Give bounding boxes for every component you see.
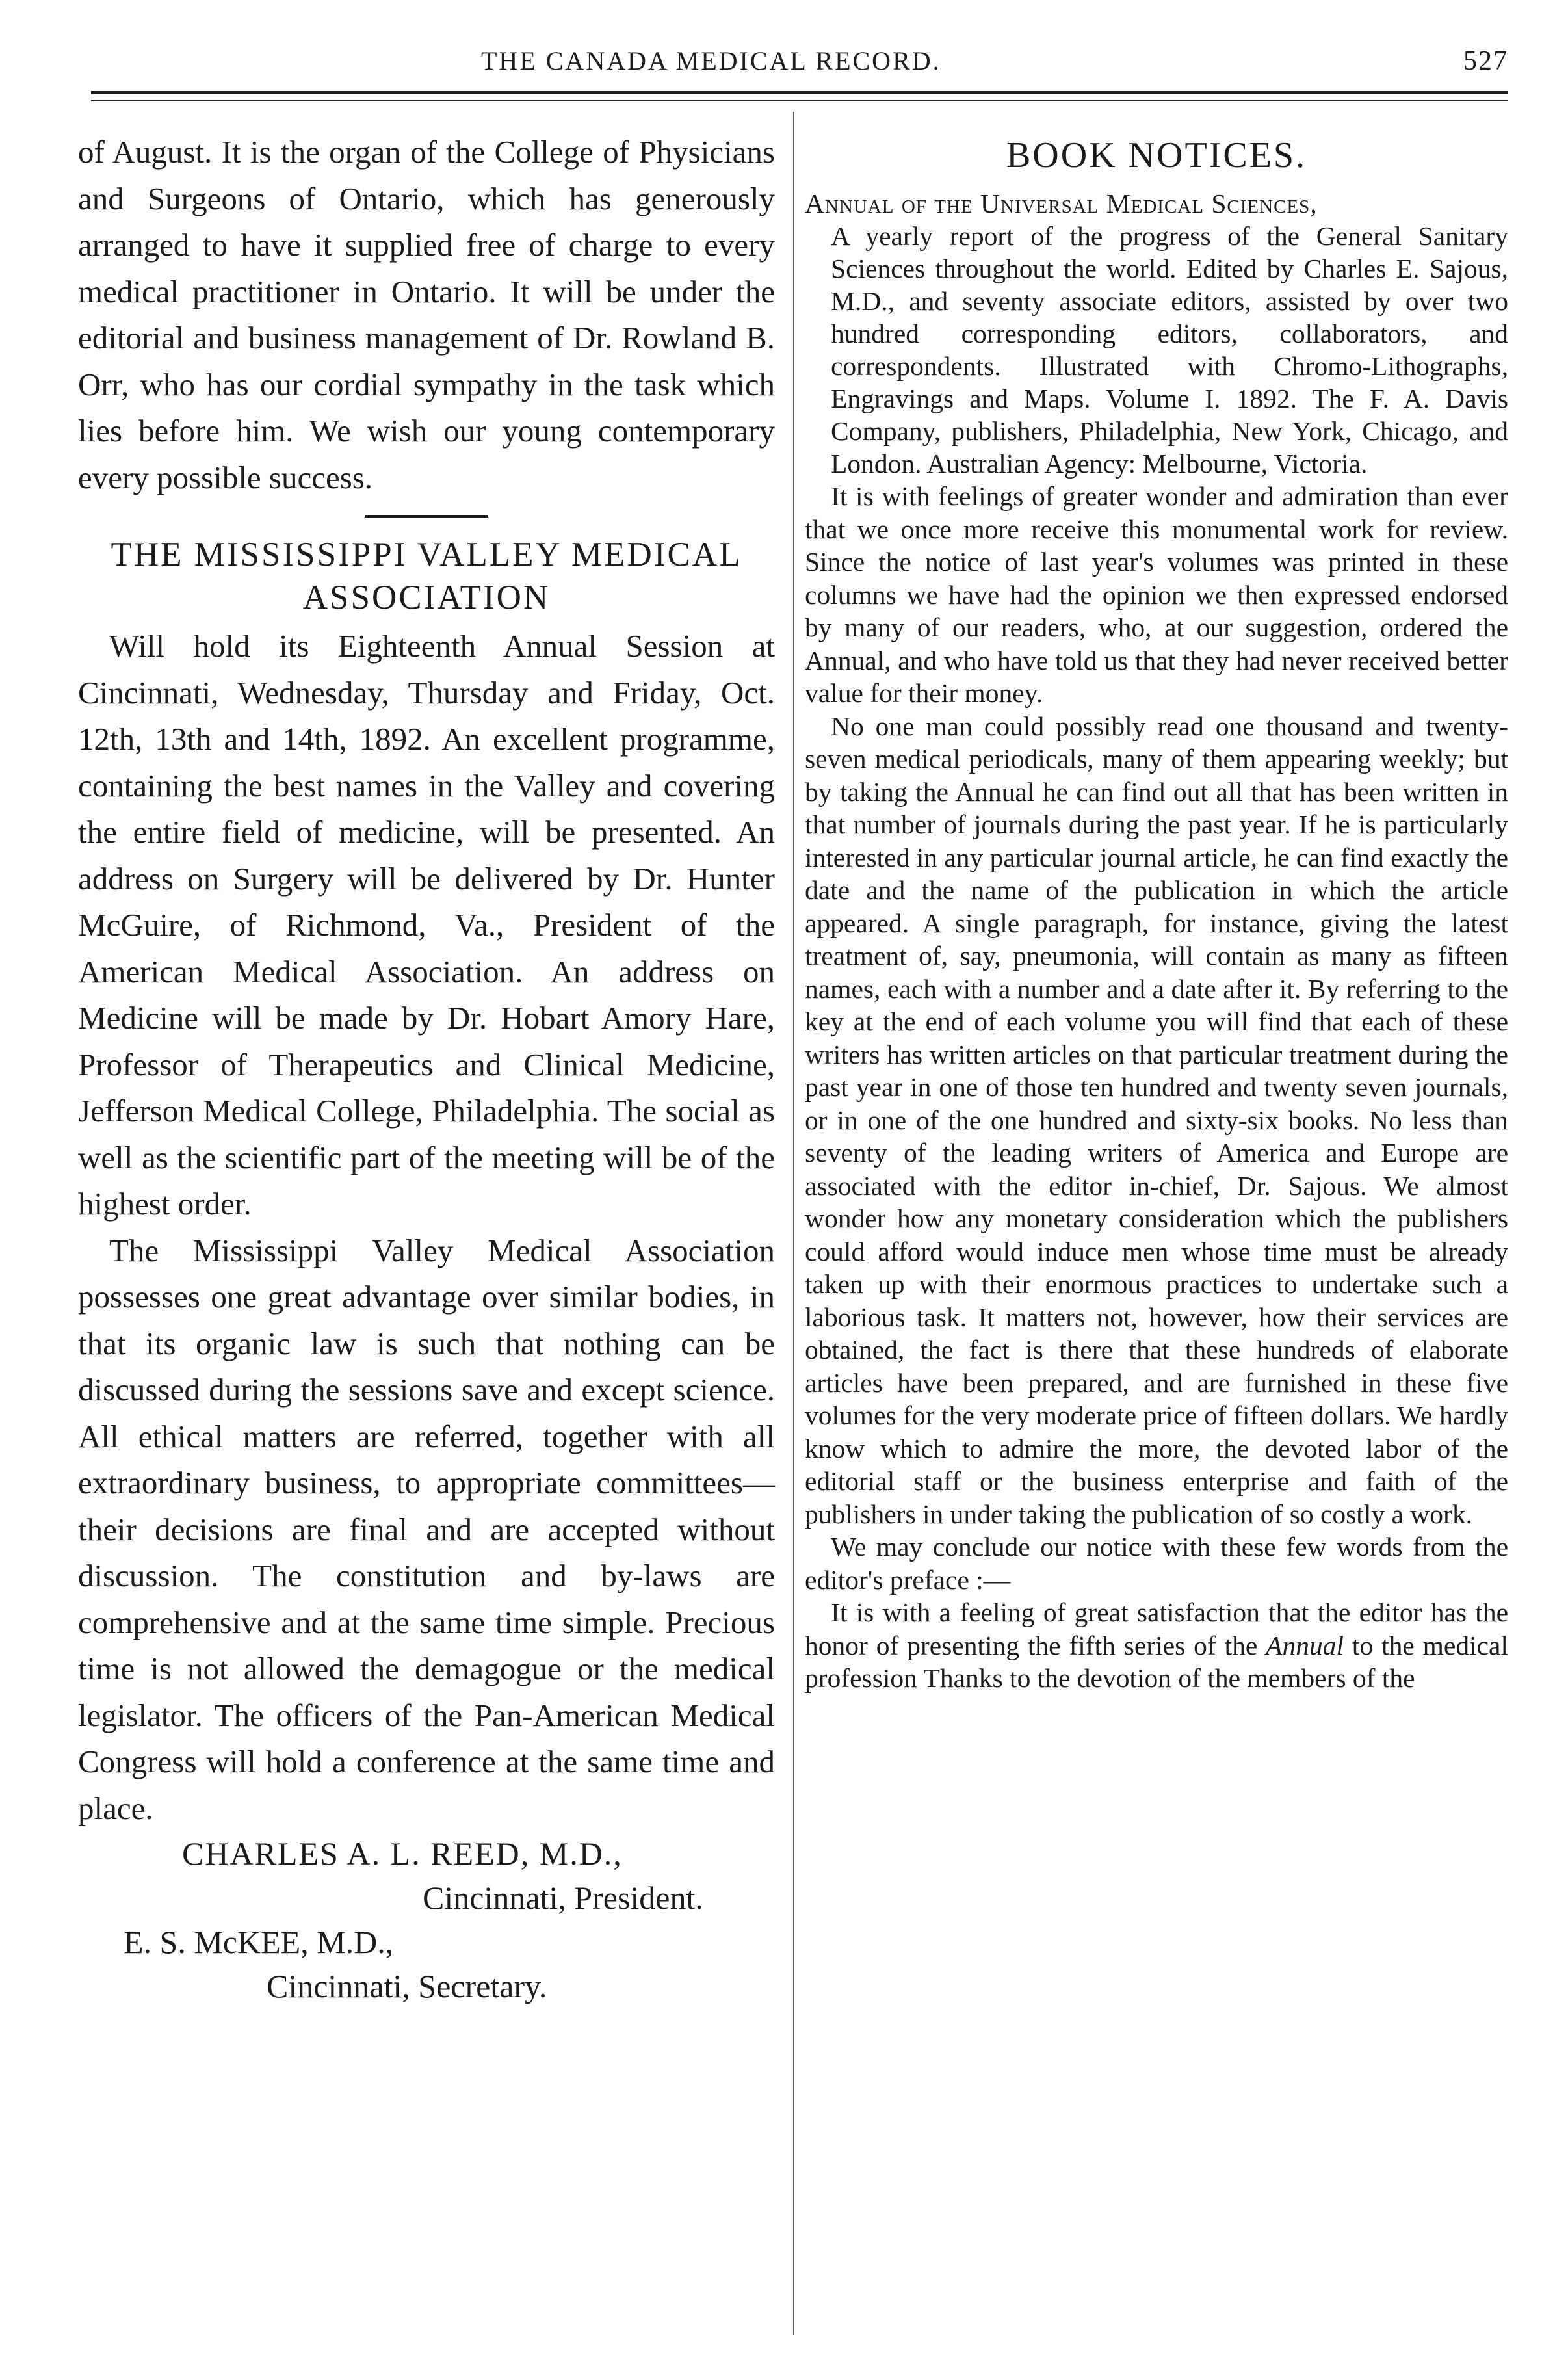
paragraph: It is with feelings of greater wonder and admiration than ever that we once more receive this monumental work for review. Since the notice of last year's volumes was printed in these columns we have had the opinion we then expressed endorsed by many of our readers, who, at our suggestion, ordered the Annual, and who have told us that they had never received better value for their money. bbox=[805, 481, 1508, 708]
left-body bbox=[78, 129, 775, 1831]
review-body bbox=[805, 480, 1508, 1695]
paragraph bbox=[805, 1596, 1508, 1695]
book-title: Annual of the Universal Medical Sciences, bbox=[805, 189, 1318, 218]
signature-block bbox=[78, 1831, 775, 2008]
column-divider bbox=[793, 112, 794, 2335]
signatory-name: CHARLES A. L. REED, M.D., bbox=[182, 1835, 623, 1872]
right-column bbox=[805, 129, 1508, 1695]
book-entry bbox=[805, 187, 1508, 480]
left-column bbox=[78, 129, 775, 2008]
page-number: 527 bbox=[1463, 46, 1508, 76]
book-details: A yearly report of the progress of the General Sanitary Sciences throughout the world. Edited by Charles E. Sajous, M.D., and seventy associate editors, assisted by over two hundred corresponding editors, collaborators, and correspondents. Illustrated with Chromo-Lithographs, Engravings and Maps. Volume I. 1892. The F. A. Davis Company, publishers, Philadelphia, New York, Chicago, and London. Australian Agency: Melbourne, Victoria. bbox=[831, 221, 1508, 479]
header-rule-thin bbox=[91, 100, 1508, 101]
signatory-name: E. S. McKEE, M.D., bbox=[124, 1924, 394, 1960]
continued-paragraph: of August. It is the organ of the College of Physicians and Surgeons of Ontario, which has generously arranged to have it supplied free of charge to every medical practitioner in Ontario. It will be under the editorial and business management of Dr. Rowland B. Orr, who has our cordial sympathy in the task which lies before him. We wish our young contemporary every possible success. bbox=[78, 134, 775, 495]
paragraph: Will hold its Eighteenth Annual Session at Cincinnati, Wednesday, Thursday and Friday, Oct. 12th, 13th and 14th, 1892. An excellent programme, containing the best names in the Valley and covering the entire field of medicine, will be presented. An address on Surgery will be delivered by Dr. Hunter McGuire, of Richmond, Va., President of the American Medical Association. An address on Medicine will be made by Dr. Hobart Amory Hare, Professor of Therapeutics and Clinical Medicine, Jefferson Medical College, Philadelphia. The social as well as the scientific part of the meeting will be of the highest order. bbox=[78, 628, 775, 1222]
italic-title: Annual bbox=[1266, 1630, 1344, 1660]
paragraph: No one man could possibly read one thousand and twenty-seven medical periodicals, many of them appearing weekly; but by taking the Annual he can find out all that has been written in that number of journals during the past year. If he is particularly interested in any particular journal article, he can find exactly the date and the name of the publication in which the article appeared. A single paragraph, for instance, giving the latest treatment of, say, pneumonia, will contain as many as fifteen names, each with a number and a date after it. By referring to the key at the end of each volume you will find that each of these writers has written articles on that particular treatment during the past year in one of those ten hundred and twenty seven journals, or in one of the one hundred and sixty-six books. No less than seventy of the leading writers of America and Europe are associated with the editor in-chief, Dr. Sajous. We almost wonder how any monetary consideration which the publishers could afford would induce men whose time must be already taken up with their enormous practices to undertake such a laborious task. It matters not, however, how their services are obtained, the fact is there that these hundreds of elaborate articles have been prepared, and are furnished in these five volumes for the very moderate price of fifteen dollars. We hardly know which to admire the more, the devoted labor of the editorial staff or the business enterprise and faith of the publishers in under taking the publication of so costly a work. bbox=[805, 711, 1508, 1529]
paragraph: We may conclude our notice with these few words from the editor's preface :— bbox=[805, 1532, 1508, 1595]
paragraph-text: to the medical profession Thanks to the devotion of the members of the bbox=[805, 1630, 1508, 1693]
header-rule-thick bbox=[91, 91, 1508, 94]
paragraph: The Mississippi Valley Medical Association possesses one great advantage over similar bodies, in that its organic law is such that nothing can be discussed during the sessions save and except science. All ethical matters are referred, together with all extraordinary business, to appropriate committees—their decisions are final and are accepted without discussion. The constitution and by-laws are comprehensive and at the same time simple. Precious time is not allowed the demagogue or the medical legislator. The officers of the Pan-American Medical Congress will hold a conference at the same time and place. bbox=[78, 1232, 775, 1826]
paragraph-text: It is with a feeling of great satisfaction that the editor has the honor of presenting the fifth series of the bbox=[805, 1597, 1508, 1660]
signatory-title: Cincinnati, President. bbox=[423, 1880, 703, 1916]
section-heading: THE MISSISSIPPI VALLEY MEDICAL ASSOCIATION bbox=[111, 536, 742, 616]
running-title: THE CANADA MEDICAL RECORD. bbox=[481, 46, 941, 75]
section-heading: BOOK NOTICES. bbox=[1006, 135, 1307, 176]
section-divider-rule bbox=[365, 515, 488, 518]
signatory-title: Cincinnati, Secretary. bbox=[267, 1968, 547, 2004]
page-header bbox=[78, 46, 1508, 86]
